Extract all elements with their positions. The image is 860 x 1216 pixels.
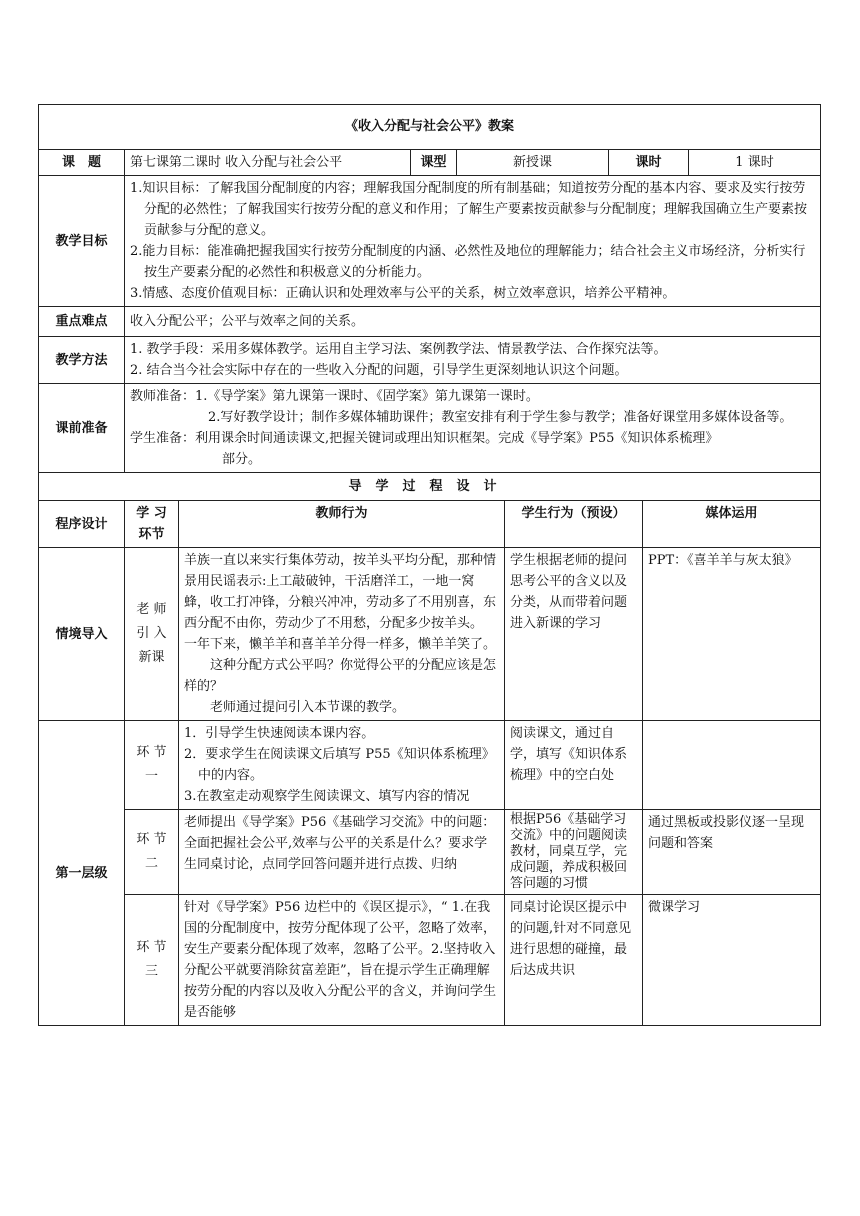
intro-row [39,548,821,721]
type-value: 新授课 [457,150,609,176]
objective-knowledge: 1.知识目标：了解我国分配制度的内容；理解我国分配制度的所有制基础；知道按劳分配的基本内容、要求及实行按劳分配的必然性；了解我国实行按劳分配的意义和作用；了解生产要素按贡献参与分配制度；理解我国确立生产要素按贡献参与分配的意义。 [130,181,808,238]
section-title-row [39,473,821,501]
intro-question: 这种分配方式公平吗？你觉得公平的分配应该是怎样的？ [184,658,497,694]
objectives-row [39,176,821,307]
col-teacher: 教师行为 [179,501,505,548]
method-item-2: 2. 结合当今社会实际中存在的一些收入分配的问题，引导学生更深刻地认识这个问题。 [130,363,628,378]
objectives-label: 教学目标 [39,176,125,307]
key-points-row [39,307,821,337]
intro-student: 学生根据老师的提问思考公平的含义以及分类，从而带着问题进入新课的学习 [505,548,643,721]
preparation-content [125,384,821,473]
step2-media: 通过黑板或投影仪逐一呈现问题和答案 [643,810,821,895]
key-points-label: 重点难点 [39,307,125,337]
level1-step3-row [39,895,821,1026]
objective-attitude: 3.情感、态度价值观目标：正确认识和处理效率与公平的关系，树立效率意识，培养公平精神。 [130,286,676,301]
objective-ability: 2.能力目标：能准确把握我国实行按劳分配制度的内涵、必然性及地位的理解能力；结合社会主义市场经济，分析实行按生产要素分配的必然性和积极意义的分析能力。 [130,244,806,280]
student-prep-1: 学生准备：利用课余时间通读课文,把握关键词或理出知识框架。完成《导学案》P55《知识体系梳理》 [130,431,719,446]
step2-teacher: 老师提出《导学案》P56《基础学习交流》中的问题：全面把握社会公平,效率与公平的关系是什么？要求学生同桌讨论，点同学回答问题并进行点拨、归纳 [179,810,505,895]
section-title: 导学过程设计 [39,473,821,501]
info-row [39,150,821,176]
key-points-text: 收入分配公平；公平与效率之间的关系。 [125,307,821,337]
hours-label: 课时 [609,150,689,176]
intro-stage: 老 师 引 入 新课 [125,548,179,721]
step3-media: 微课学习 [643,895,821,1026]
intro-program: 情境导入 [39,548,125,721]
lesson-plan-table [38,104,821,1026]
step1-teacher-2: 2．要求学生在阅读课文后填写 P55《知识体系梳理》中的内容。 [184,747,495,783]
intro-transition: 老师通过提问引入本节课的教学。 [210,700,406,715]
intro-teacher [179,548,505,721]
teacher-prep-1: 教师准备：1.《导学案》第九课第一课时、《固学案》第九课第一课时。 [130,389,539,404]
col-student: 学生行为（预设） [505,501,643,548]
objectives-content [125,176,821,307]
column-header-row [39,501,821,548]
step2-stage: 环 节 二 [125,810,179,895]
course-label: 课 题 [39,150,125,176]
col-program: 程序设计 [39,501,125,548]
preparation-row [39,384,821,473]
step1-stage: 环 节 一 [125,721,179,810]
course-value: 第七课第二课时 收入分配与社会公平 [125,150,411,176]
teacher-prep-2: 2.写好教学设计；制作多媒体辅助课件；教室安排有利于学生参与教学；准备好课堂用多媒体设备等。 [208,410,793,425]
step2-student: 根据P56《基础学习交流》中的问题阅读教材，同桌互学，完成问题，养成积极回答问题的习惯 [505,810,643,895]
hours-value: 1 课时 [689,150,821,176]
col-stage: 学 习 环节 [125,501,179,548]
col-media: 媒体运用 [643,501,821,548]
type-label: 课型 [411,150,457,176]
step1-teacher-1: 1．引导学生快速阅读本课内容。 [184,726,375,741]
step1-student: 阅读课文，通过自学，填写《知识体系梳理》中的空白处 [505,721,643,810]
step3-teacher: 针对《导学案》P56 边栏中的《误区提示》，“ 1.在我国的分配制度中，按劳分配体现了公平，忽略了效率，安生产要素分配体现了效率，忽略了公平。2.坚持收入分配公平就要消除贫富差距”，旨在提示学生正确理解按劳分配的内容以及收入分配公平的含义，并询问学生是否能够 [179,895,505,1026]
page-title: 《收入分配与社会公平》教案 [39,105,821,150]
step1-teacher-3: 3.在教室走动观察学生阅读课文、填写内容的情况 [184,789,470,804]
level1-program: 第一层级 [39,721,125,1026]
methods-row [39,337,821,384]
step1-teacher [179,721,505,810]
step3-stage: 环 节 三 [125,895,179,1026]
intro-media: PPT：《喜羊羊与灰太狼》 [643,548,821,721]
level1-step1-row [39,721,821,810]
step1-media [643,721,821,810]
intro-story: 羊族一直以来实行集体劳动，按羊头平均分配，那种情景用民谣表示:上工敲破钟，干活磨洋工，一地一窝蜂，收工打冲锋，分粮兴冲冲，劳动多了不用别喜，东西分配不由你，劳动少了不用愁，分配多少按羊头。 一年下来，懒羊羊和喜羊羊分得一样多，懒羊羊笑了。 [184,553,497,652]
methods-label: 教学方法 [39,337,125,384]
title-row [39,105,821,150]
methods-content [125,337,821,384]
student-prep-2: 部分。 [222,452,262,467]
method-item-1: 1. 教学手段：采用多媒体教学。运用自主学习法、案例教学法、情景教学法、合作探究法等。 [130,342,667,357]
preparation-label: 课前准备 [39,384,125,473]
level1-step2-row [39,810,821,895]
step3-student: 同桌讨论误区提示中的问题,针对不同意见进行思想的碰撞，最后达成共识 [505,895,643,1026]
